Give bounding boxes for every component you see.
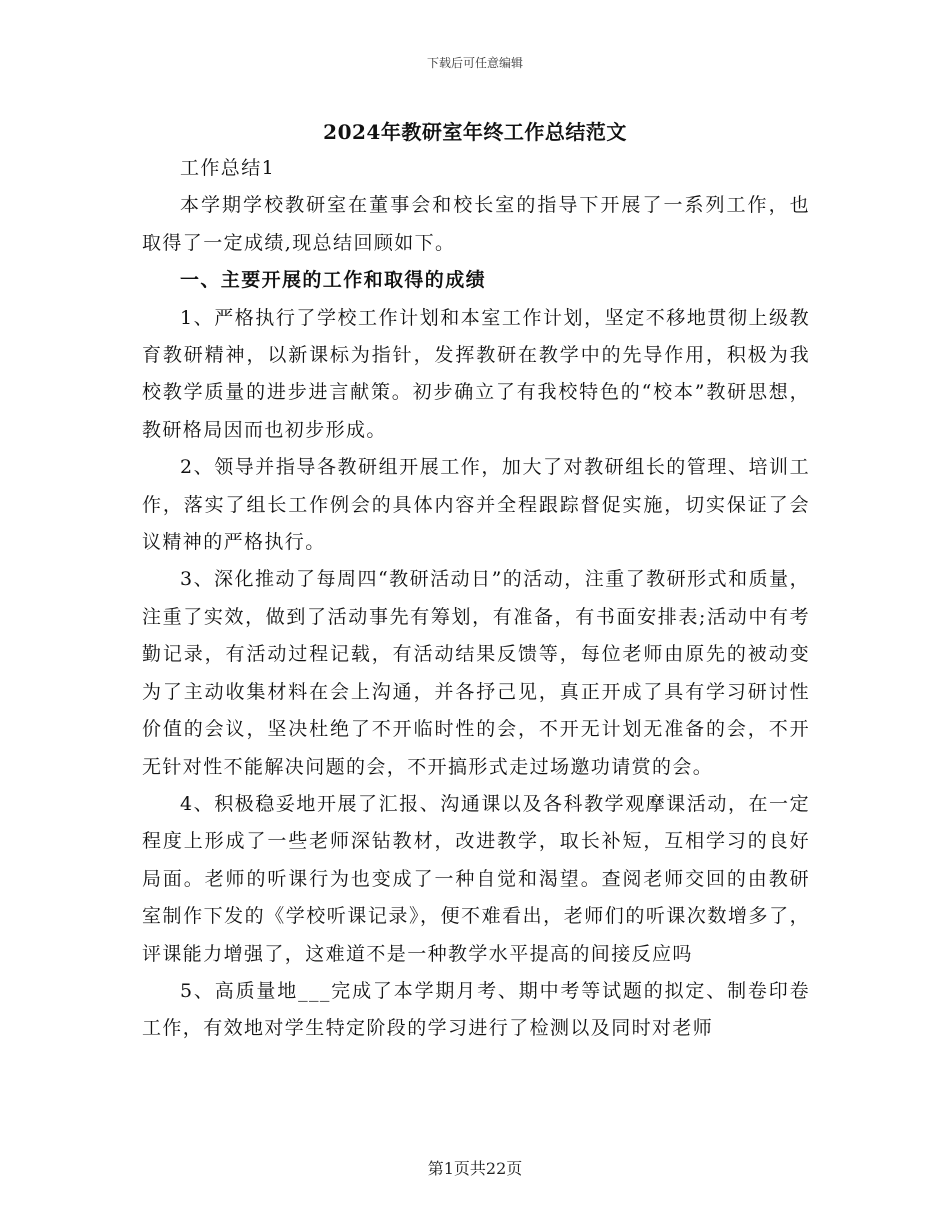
paragraph-2: 2、领导并指导各教研组开展工作，加大了对教研组长的管理、培训工作，落实了组长工作例会的具体内容并全程跟踪督促实施，切实保证了会议精神的严格执行。 (142, 456, 810, 554)
document-subtitle: 工作总结1 (180, 157, 276, 179)
page-number: 第1页共22页 (427, 1159, 523, 1178)
paragraph-1: 1、严格执行了学校工作计划和本室工作计划，坚定不移地贯彻上级教育教研精神，以新课标为指针，发挥教研在教学中的先导作用，积极为我校教学质量的进步进言献策。初步确立了有我校特色的“校本”教研思想，教研格局因而也初步形成。 (142, 306, 810, 441)
paragraph-4: 4、积极稳妥地开展了汇报、沟通课以及各科教学观摩课活动，在一定程度上形成了一些老师深钻教材，改进教学，取长补短，互相学习的良好局面。老师的听课行为也变成了一种自觉和渴望。查阅老师交回的由教研室制作下发的《学校听课记录》，便不难看出，老师们的听课次数增多了，评课能力增强了，这难道不是一种教学水平提高的间接反应吗 (142, 792, 810, 965)
section-heading: 一、主要开展的工作和取得的成绩 (180, 269, 487, 292)
paragraph-3: 3、深化推动了每周四“教研活动日”的活动，注重了教研形式和质量，注重了实效，做到了活动事先有筹划，有准备，有书面安排表;活动中有考勤记录，有活动过程记载，有活动结果反馈等，每位老师由原先的被动变为了主动收集材料在会上沟通，并各抒己见，真正开成了具有学习研讨性价值的会议，坚决杜绝了不开临时性的会，不开无计划无准备的会，不开无针对性不能解决问题的会，不开搞形式走过场邀功请赏的会。 (142, 568, 810, 778)
intro-paragraph: 本学期学校教研室在董事会和校长室的指导下开展了一系列工作，也取得了一定成绩,现总结回顾如下。 (142, 194, 810, 254)
paragraph-5: 5、高质量地___完成了本学期月考、期中考等试题的拟定、制卷印卷工作，有效地对学生特定阶段的学习进行了检测以及同时对老师 (142, 979, 810, 1040)
document-title: 2024年教研室年终工作总结范文 (323, 120, 627, 144)
header-note: 下载后可任意编辑 (426, 56, 523, 70)
document-body (142, 150, 810, 1048)
